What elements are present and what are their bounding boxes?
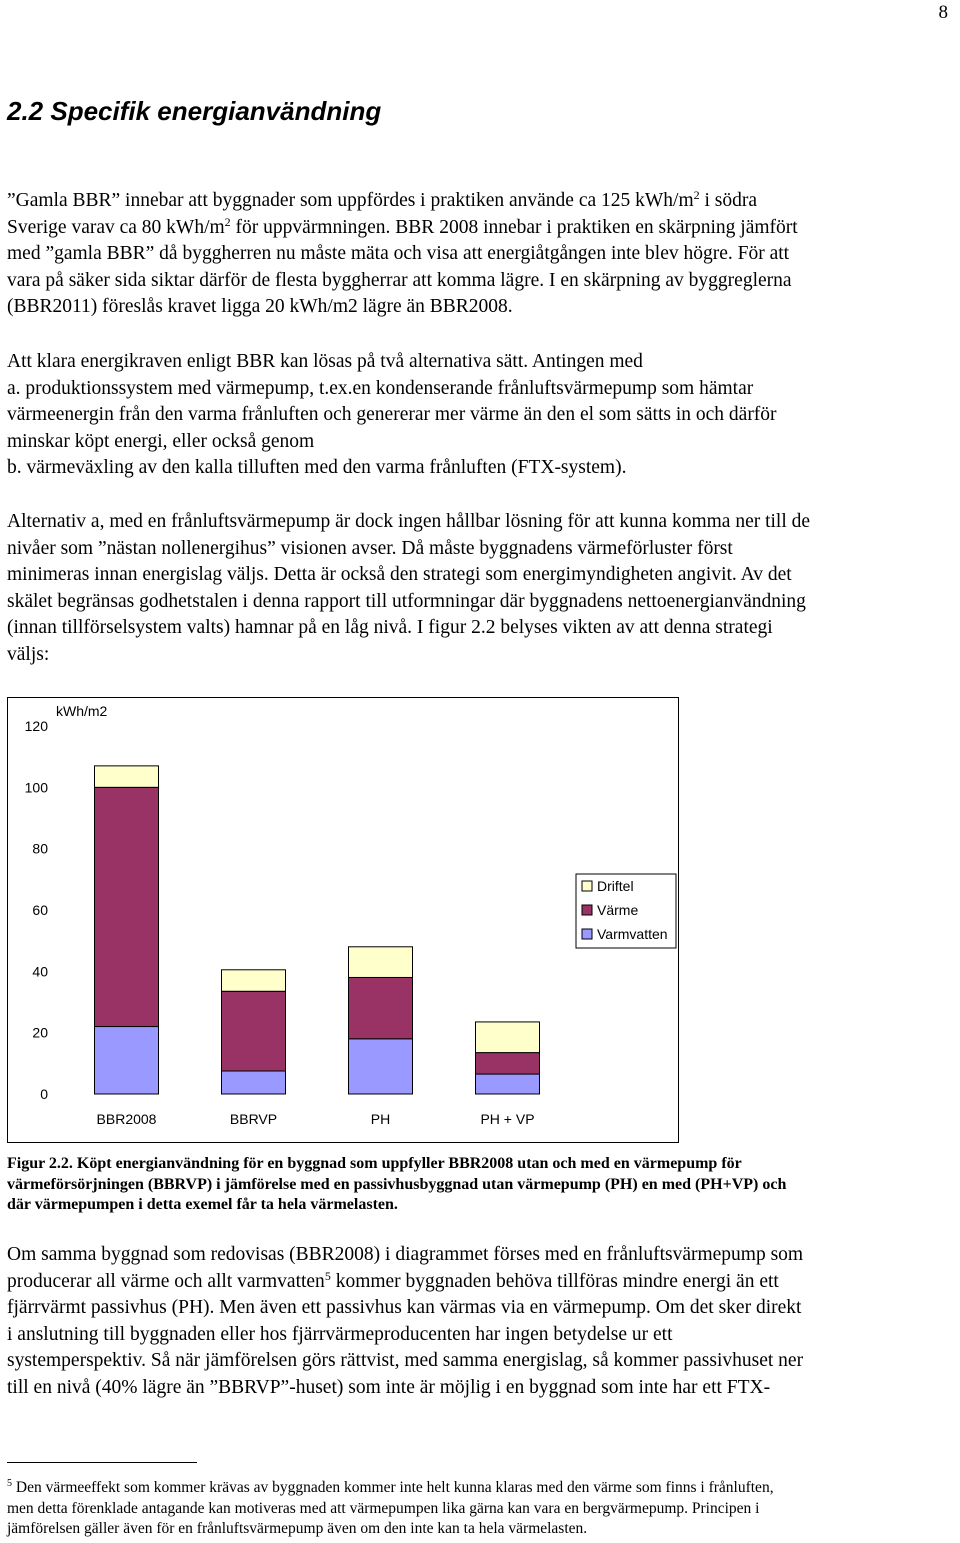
figure-caption: Figur 2.2. Köpt energianvändning för en byggnad som uppfyller BBR2008 utan och med en värmepump för värmeförsörjningen (BBRVP) i jämförelse med en passivhusbyggnad utan värmepump (PH) en med (PH+VP) och där värmepumpen i detta exemel får ta hela värmelasten.	[7, 1155, 787, 1213]
bar-segment-värme	[476, 1053, 540, 1074]
footnote-ref[interactable]: 5	[324, 1268, 331, 1283]
x-category-label: PH + VP	[480, 1111, 535, 1127]
bar-segment-varmvatten	[222, 1071, 286, 1094]
paragraph-2: Att klara energikraven enligt BBR kan lösas på två alternativa sätt. Antingen med a. produktionssystem med värmepump, t.ex.en kondenserande frånluftsvärmepump som hämtar värmeenergin från den varma frånluften och genererar mer värme än den el som sätts in och därför minskar köpt energi, eller också genom b. värmeväxling av den kalla tilluften med den varma frånluften (FTX-system).	[7, 351, 777, 478]
y-tick-label: 80	[32, 840, 48, 857]
y-tick-label: 20	[32, 1024, 48, 1041]
y-tick-label: 0	[40, 1086, 48, 1102]
legend-swatch	[582, 881, 592, 891]
footnote: $^5$ Den värmeeffekt som kommer krävas av byggnaden kommer inte helt kunna klaras med den värme som finns i frånluften, men detta förenklade antagande kan motiveras med att värmepumpen lika gärna kan vara en bergvärmepump. Principen i jämförelsen gäller även för en frånluftsvärmepump även om den inte kan ta hela värmelasten.	[7, 1478, 774, 1537]
bar-segment-driftel	[222, 970, 286, 991]
legend-label: Värme	[597, 902, 639, 918]
legend-label: Driftel	[597, 878, 634, 894]
chart-svg	[8, 698, 680, 1144]
energy-chart	[7, 697, 679, 1143]
bar-segment-varmvatten	[95, 1027, 159, 1094]
paragraph-1: ”Gamla BBR” innebar att byggnader som uppfördes i praktiken använde ca 125 kWh/$m^2$ i södra Sverige varav ca 80 kWh/$m^2$ för uppvärmningen. BBR 2008 innebar i praktiken en skärpning jämfört med ”gamla BBR” då byggherren nu måste mäta och visa att energiåtgången inte blev högre. För att vara på säker sida siktar därför de flesta byggherrar att komma lägre. I en skärpning av byggreglerna (BBR2011) föreslås kravet ligga 20 kWh/m2 lägre än BBR2008.	[7, 188, 798, 317]
bar-segment-driftel	[476, 1022, 540, 1053]
bar-segment-driftel	[95, 766, 159, 787]
legend-swatch	[582, 929, 592, 939]
bar-segment-värme	[349, 977, 413, 1038]
y-axis-label: kWh/m2	[56, 703, 108, 719]
legend-label: Varmvatten	[597, 926, 668, 942]
bar-segment-varmvatten	[349, 1039, 413, 1094]
y-tick-label: 100	[24, 779, 48, 796]
paragraph-3: Alternativ a, med en frånluftsvärmepump är dock ingen hållbar lösning för att kunna komma ner till de nivåer som ”nästan nollenergihus” visionen avser. Då måste byggnadens värmeförluster först minimeras innan energislag väljs. Detta är också den strategi som energimyndigheten angivit. Av det skälet begränsas godhetstalen i denna rapport till utformningar där byggnadens nettoenergianvändning (innan tillförselsystem valts) hamnar på en låg nivå. I figur 2.2 belyses vikten av att denna strategi väljs:	[7, 511, 811, 665]
y-tick-label: 60	[32, 902, 48, 918]
y-tick-label: 120	[24, 718, 48, 734]
legend-swatch	[582, 905, 592, 915]
x-category-label: PH	[370, 1111, 391, 1127]
footnote-divider	[7, 1462, 197, 1463]
page-number: 8	[938, 2, 948, 23]
bar-segment-varmvatten	[476, 1074, 540, 1094]
bar-segment-värme	[95, 787, 159, 1026]
bar-segment-värme	[222, 991, 286, 1071]
x-category-label: BBRVP	[229, 1111, 278, 1127]
section-heading: 2.2 Specifik energianvändning	[7, 96, 382, 126]
y-tick-label: 40	[32, 963, 48, 980]
paragraph-4: Om samma byggnad som redovisas (BBR2008) i diagrammet förses med en frånluftsvärmepump som producerar all värme och allt varmvatten$^5$ kommer byggnaden behöva tillföras mindre energi än ett fjärrvärmt passivhus (PH). Men även ett passivhus kan värmas via en värmepump. Om det sker direkt i anslutning till byggnaden eller hos fjärrvärmeproducenten har ingen betydelse ur ett systemperspektiv. Så när jämförelsen görs rättvist, med samma energislag, så kommer passivhuset ner till en nivå (40% lägre än ”BBRVP”-huset) som inte är möjlig i en byggnad som inte har ett FTX-	[7, 1244, 804, 1398]
bar-segment-driftel	[349, 947, 413, 978]
x-category-label: BBR2008	[96, 1111, 157, 1127]
